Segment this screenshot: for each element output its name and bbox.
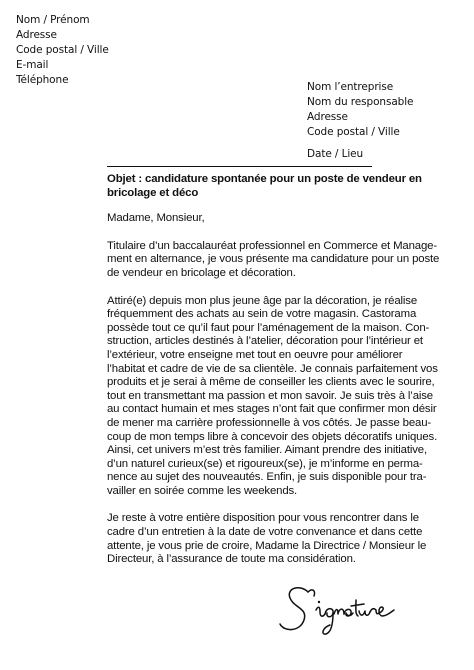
recipient-company: Nom l’entreprise [307, 81, 394, 93]
paragraph-line: l’habitat et cadre de vie de sa clientèle. Je connais parfaitement vos [107, 362, 438, 375]
paragraph-line: struction, articles destinés à l’atelier, décoration pour l’intérieur et [107, 335, 423, 348]
handwritten-signature [278, 580, 408, 638]
date-place: Date / Lieu [307, 148, 364, 160]
paragraph-line: vailler en soirée comme les weekends. [107, 484, 298, 497]
sender-phone: Téléphone [16, 74, 69, 86]
paragraph-line: nence au sujet des nouveautés. Enfin, je suis disponible pour tra- [107, 471, 427, 484]
recipient-block [307, 80, 413, 140]
recipient-manager: Nom du responsable [307, 96, 414, 108]
paragraph-line: coup de mon temps libre à concevoir des objets décoratifs uniques. [107, 430, 438, 443]
paragraph-line: l’extérieur, votre enseigne met tout en oeuvre pour améliorer [107, 348, 403, 361]
paragraph-line: d’un naturel curieux(se) et rigoureux(se), je m’informe en perma- [107, 457, 423, 470]
paragraph-line: Je reste à votre entière disposition pour vous rencontrer dans le [107, 512, 419, 525]
paragraph-line: au contact humain et mes stages n’ont fait que confirmer mon désir [107, 403, 437, 416]
sender-address: Adresse [16, 29, 57, 41]
paragraph-line: cadre d’un entretien à la date de votre convenance et dans cette [107, 526, 423, 539]
paragraph-closing [107, 512, 427, 566]
sender-email: E-mail [16, 59, 49, 71]
paragraph-line: possède tout ce qu’il faut pour l’aménagement de la maison. Con- [107, 321, 430, 334]
paragraph-line: Ainsi, cet univers m’est très familier. Aimant prendre des initiative, [107, 444, 427, 457]
paragraph-line: produits et je serai à même de conseiller les clients avec le sourire, [107, 376, 435, 389]
letter-salutation: Madame, Monsieur, [107, 212, 205, 225]
object-line: Objet : candidature spontanée pour un poste de vendeur en [107, 173, 422, 185]
paragraph-line: de mener ma carrière professionnelle à vos côtés. Je passe beau- [107, 416, 432, 429]
recipient-postcode-city: Code postal / Ville [307, 126, 400, 138]
letter-body [107, 173, 440, 581]
paragraph-motivation [107, 294, 438, 499]
paragraph-line: tout en transmettant ma passion et mon savoir. Je suis très à l’aise [107, 389, 433, 402]
divider [107, 166, 372, 167]
letter-object [107, 173, 422, 200]
sender-block [16, 13, 109, 88]
paragraph-intro [107, 239, 440, 281]
recipient-address: Adresse [307, 111, 348, 123]
paragraph-line: Titulaire d’un baccalauréat professionnel en Commerce et Manage- [107, 239, 437, 252]
paragraph-line: de vendeur en bricolage et décoration. [107, 266, 296, 279]
paragraph-line: attente, je vous prie de croire, Madame la Directrice / Monsieur le [107, 539, 427, 552]
paragraph-line: ment en alternance, je vous présente ma candidature pour un poste [107, 253, 440, 266]
paragraph-line: fréquemment des achats au sein de votre magasin. Castorama [107, 308, 417, 321]
paragraph-line: Directeur, à l’assurance de toute ma considération. [107, 553, 356, 566]
sender-postcode-city: Code postal / Ville [16, 44, 109, 56]
object-line: bricolage et déco [107, 186, 199, 199]
paragraph-line: Attiré(e) depuis mon plus jeune âge par la décoration, je réalise [107, 294, 418, 307]
signature-i-dot [318, 601, 320, 603]
sender-name: Nom / Prénom [16, 14, 90, 26]
